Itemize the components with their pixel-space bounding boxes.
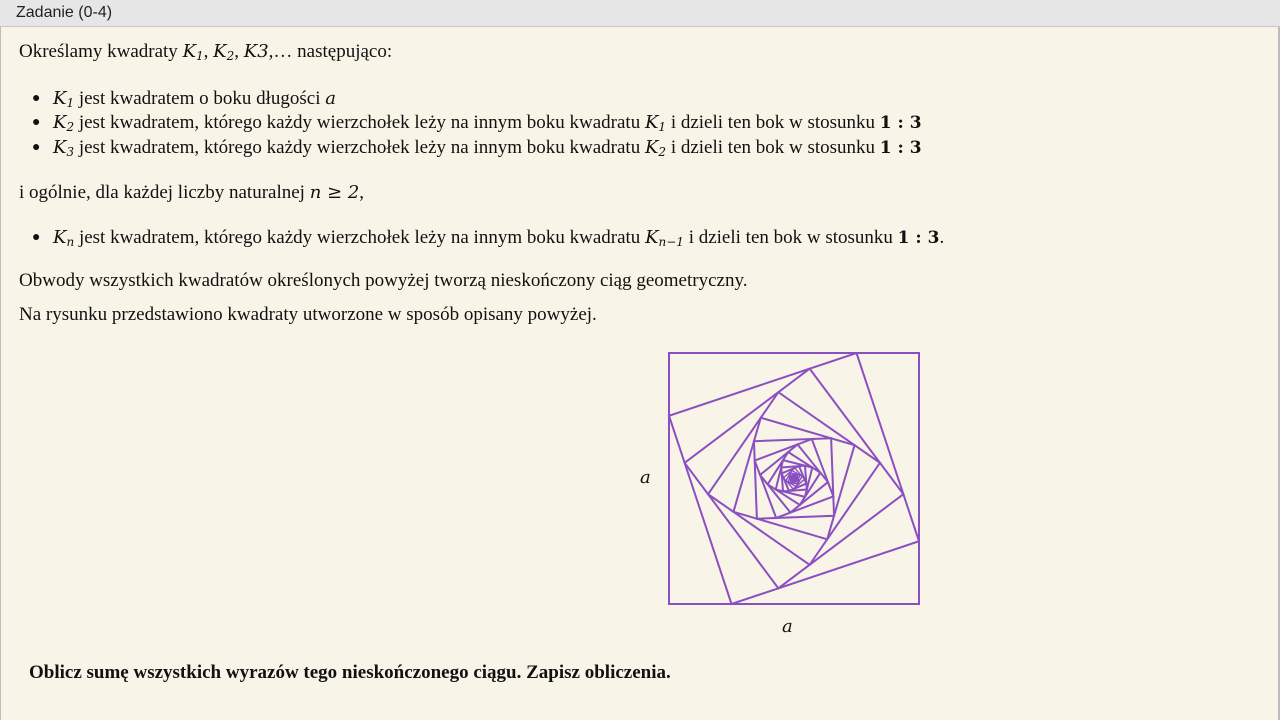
intro-k2: $K_2$ (213, 41, 235, 63)
side-label-bottom: a (782, 616, 793, 637)
intro-line: Określamy kwadraty $K_1$, $K_2$, K3,… następująco: (19, 41, 393, 63)
general-line: i ogólnie, dla każdej liczby naturalnej n ≥ 2, (19, 182, 365, 203)
bullet-item-k1: $K_1$ jest kwadratem o boku długości a (53, 88, 337, 110)
intro-dots: ,… (268, 41, 293, 62)
intro-pre: Określamy kwadraty (19, 41, 183, 62)
bullet-dot: ● (32, 140, 41, 155)
bullet-dot: ● (32, 230, 41, 245)
bullet-item-k2: $K_2$ jest kwadratem, którego każdy wierzchołek leży na innym boku kwadratu $K_1$ i dzieli ten bok w stosunku 1 : 3 (53, 112, 922, 134)
bullet-item-kn: $K_n$ jest kwadratem, którego każdy wierzchołek leży na innym boku kwadratu $K_{n-1}$ i dzieli ten bok w stosunku 1 : 3. (53, 227, 945, 249)
squares-group (669, 353, 919, 604)
task-instruction: Oblicz sumę wszystkich wyrazów tego nieskończonego ciągu. Zapisz obliczenia. (29, 662, 671, 683)
paragraph-figure-intro: Na rysunku przedstawiono kwadraty utworzone w sposób opisany powyżej. (19, 304, 597, 325)
side-label-left: a (640, 467, 651, 488)
square-k26 (794, 478, 795, 479)
paragraph-perimeters: Obwody wszystkich kwadratów określonych powyżej tworzą nieskończony ciąg geometryczny. (19, 270, 748, 291)
intro-k3: K3 (243, 41, 269, 62)
bullet-dot: ● (32, 91, 41, 106)
bullet-item-k3: $K_3$ jest kwadratem, którego każdy wierzchołek leży na innym boku kwadratu $K_2$ i dzieli ten bok w stosunku 1 : 3 (53, 137, 922, 159)
intro-post: następująco: (292, 41, 393, 62)
bullet-dot: ● (32, 115, 41, 130)
intro-k1: $K_1$ (182, 41, 204, 63)
window-title: Zadanie (0-4) (16, 4, 113, 21)
